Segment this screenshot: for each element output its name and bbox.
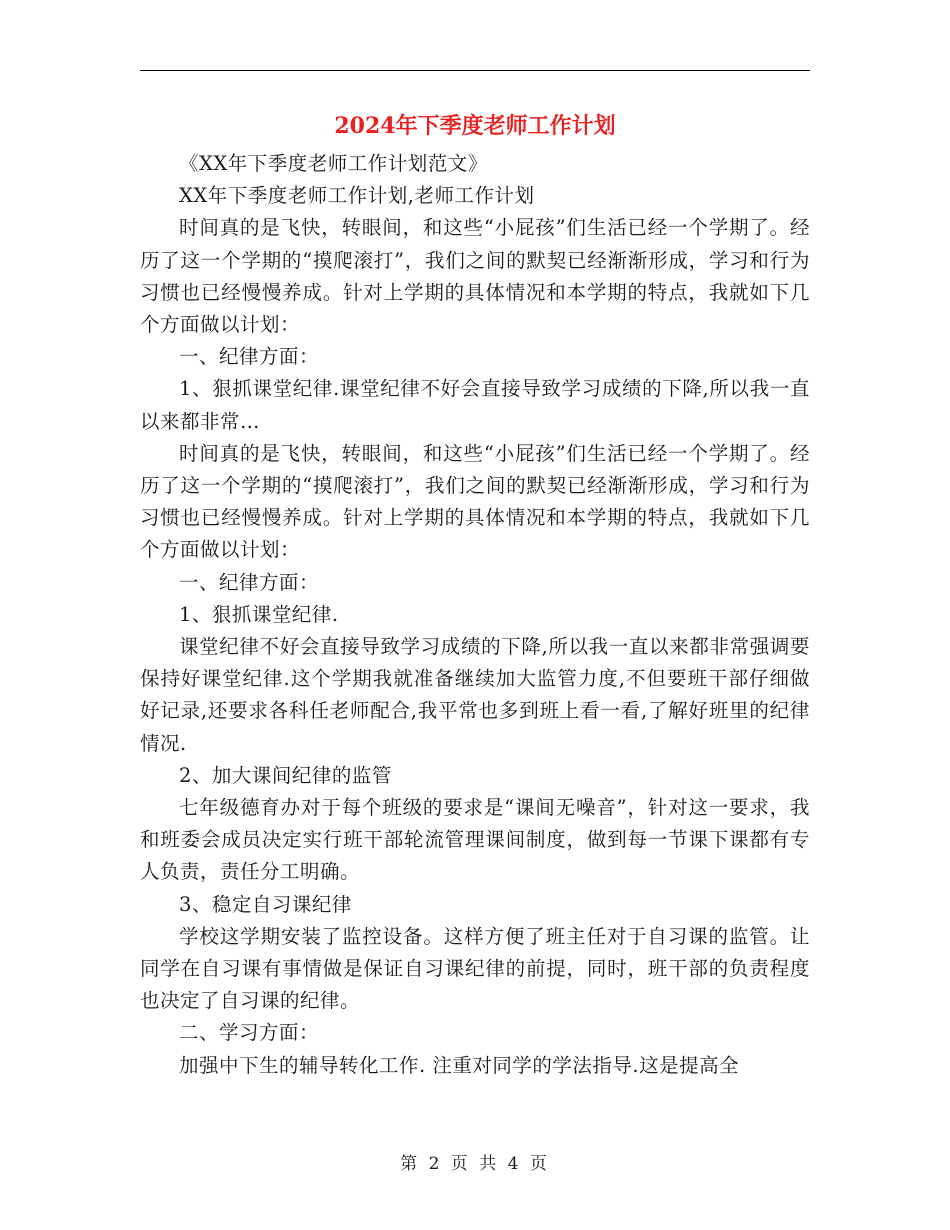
section-heading: 一、纪律方面： [179,345,320,369]
paragraph: 1、狠抓课堂纪律.课堂纪律不好会直接导致学习成绩的下降,所以我一直以来都非常… [140,377,810,433]
paragraph: 课堂纪律不好会直接导致学习成绩的下降,所以我一直以来都非常强调要保持好课堂纪律.这个学期我就准备继续加大监管力度,不但要班干部仔细做好记录,还要求各科任老师配合,我平常也多到班上看一看,了解好班里的纪律情况. [140,635,810,755]
document-body [140,148,810,1082]
paragraph: 时间真的是飞快，转眼间，和这些“小屁孩”们生活已经一个学期了。经历了这一个学期的“摸爬滚打”，我们之间的默契已经渐渐形成，学习和行为习惯也已经慢慢养成。针对上学期的具体情况和本学期的特点，我就如下几个方面做以计划： [140,216,810,337]
subsection-heading: 1、狠抓课堂纪律. [179,602,339,626]
paragraph: 加强中下生的辅导转化工作. 注重对同学的学法指导.这是提高全 [179,1053,740,1077]
section-heading: 一、纪律方面： [179,570,320,594]
header-rule [140,70,810,71]
paragraph: 学校这学期安装了监控设备。这样方便了班主任对于自习课的监管。让同学在自习课有事情做是保证自习课纪律的前提，同时，班干部的负责程度也决定了自习课的纪律。 [140,924,810,1013]
document-title: 2024年下季度老师工作计划 [334,113,616,139]
paragraph: 七年级德育办对于每个班级的要求是“课间无噪音”，针对这一要求，我和班委会成员决定实行班干部轮流管理课间制度，做到每一节课下课都有专人负责，责任分工明确。 [140,796,810,884]
subsection-heading: 2、加大课间纪律的监管 [179,763,392,787]
page-number: 第 2 页 共 4 页 [400,1154,550,1174]
paragraph: 《XX年下季度老师工作计划范文》 [179,152,488,175]
subsection-heading: 3、稳定自习课纪律 [179,892,352,916]
paragraph: 时间真的是飞快，转眼间，和这些“小屁孩”们生活已经一个学期了。经历了这一个学期的“摸爬滚打”，我们之间的默契已经渐渐形成，学习和行为习惯也已经慢慢养成。针对上学期的具体情况和本学期的特点，我就如下几个方面做以计划： [140,441,810,562]
paragraph: XX年下季度老师工作计划,老师工作计划 [179,184,535,208]
section-heading: 二、学习方面： [179,1021,320,1045]
